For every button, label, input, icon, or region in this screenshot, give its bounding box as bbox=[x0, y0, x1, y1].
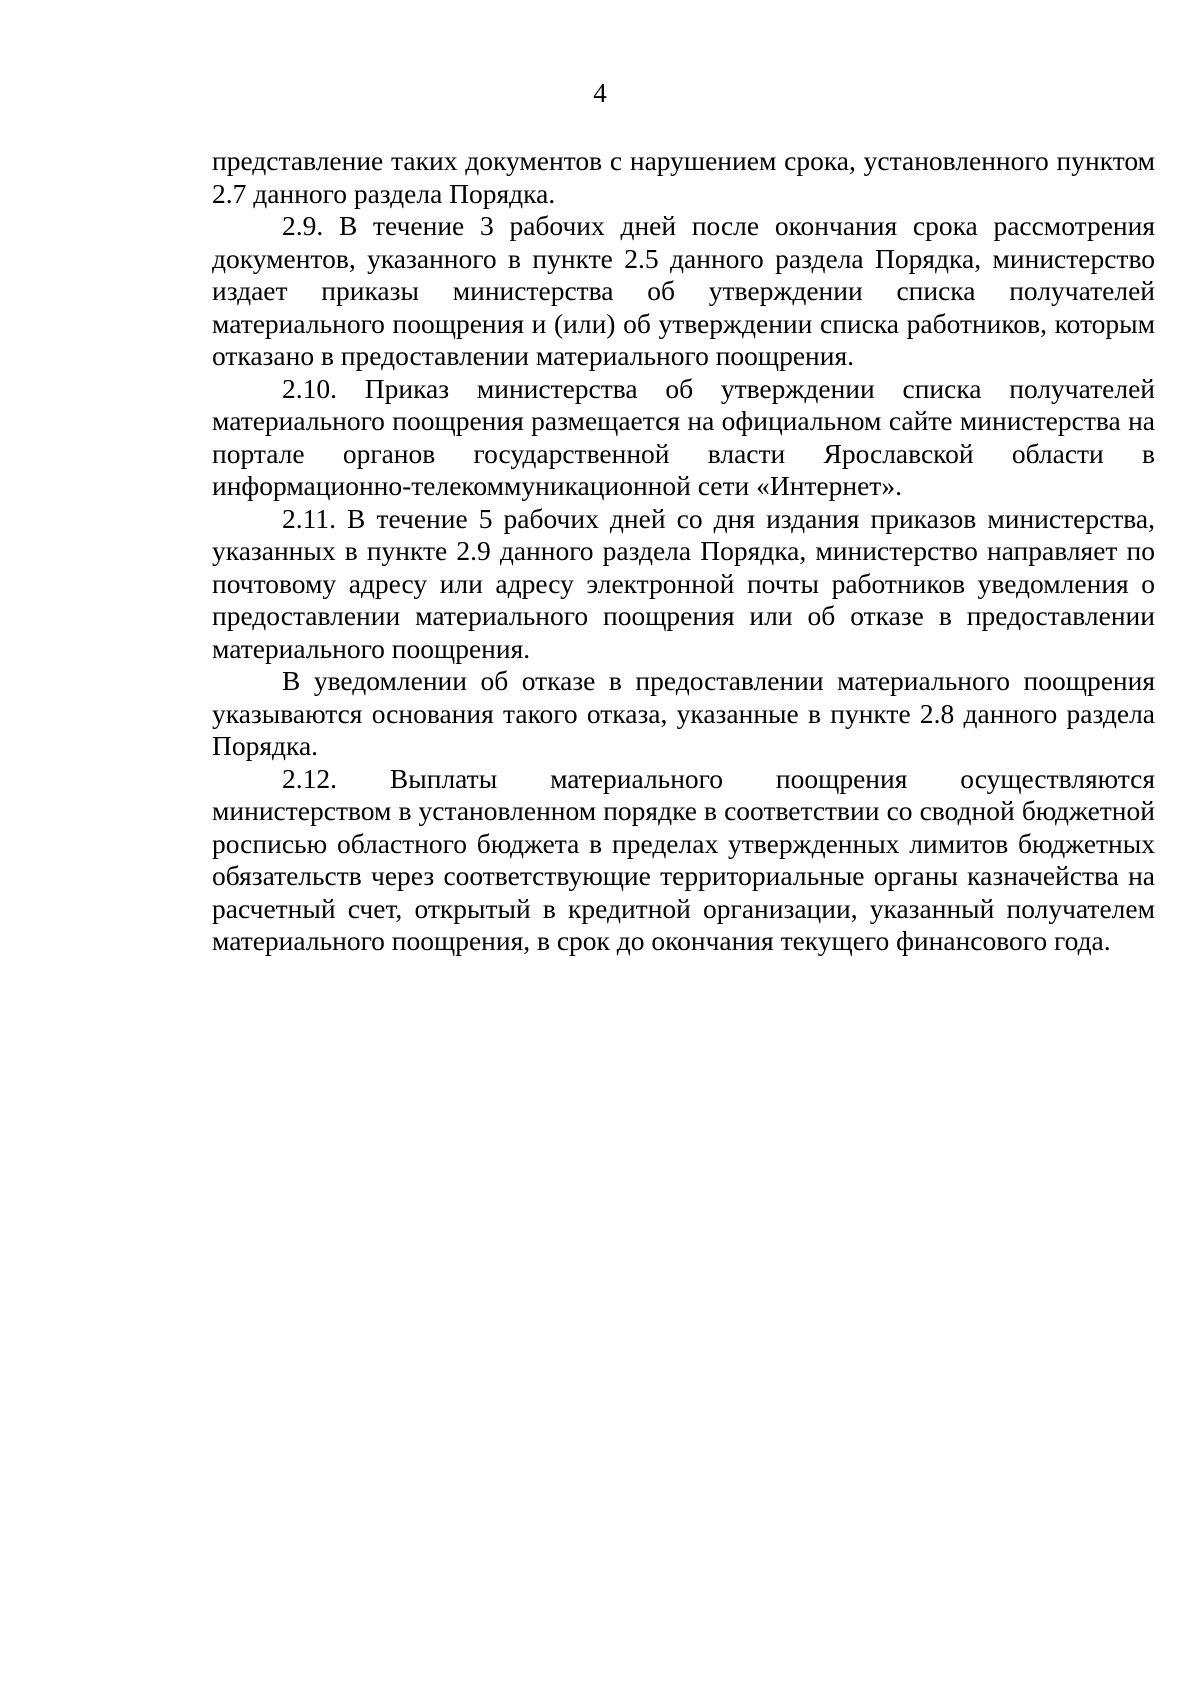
paragraph-2-9: 2.9. В течение 3 рабочих дней после окончания срока рассмотрения документов, указанного в пункте 2.5 данного раздела Порядка, министерство издает приказы министерства об утверждении списка получателей материального поощрения и (или) об утверждении списка работников, которым отказано в предоставлении материального поощрения. bbox=[212, 210, 1155, 371]
paragraph-2-12: 2.12. Выплаты материального поощрения осуществляются министерством в установленном порядке в соответствии со сводной бюджетной росписью областного бюджета в пределах утвержденных лимитов бюджетных обязательств через соответствующие территориальные органы казначейства на расчетный счет, открытый в кредитной организации, указанный получателем материального поощрения, в срок до окончания текущего финансового года. bbox=[212, 762, 1155, 956]
paragraph-2-11: 2.11. В течение 5 рабочих дней со дня издания приказов министерства, указанных в пункте 2.9 данного раздела Порядка, министерство направляет по почтовому адресу или адресу электронной почты работников уведомления о предоставлении материального поощрения или об отказе в предоставлении материального поощрения. bbox=[212, 502, 1155, 664]
page-number: 4 bbox=[593, 78, 607, 108]
paragraph-refusal-notice: В уведомлении об отказе в предоставлении материального поощрения указываются основания такого отказа, указанные в пункте 2.8 данного раздела Порядка. bbox=[212, 665, 1155, 761]
paragraph-continuation: представление таких документов с нарушением срока, установленного пунктом 2.7 данного раздела Порядка. bbox=[212, 145, 1155, 209]
document-body bbox=[212, 145, 1155, 958]
paragraph-2-10: 2.10. Приказ министерства об утверждении списка получателей материального поощрения размещается на официальном сайте министерства на портале органов государственной власти Ярославской области в информационно-телекоммуникационной сети «Интернет». bbox=[212, 372, 1155, 501]
